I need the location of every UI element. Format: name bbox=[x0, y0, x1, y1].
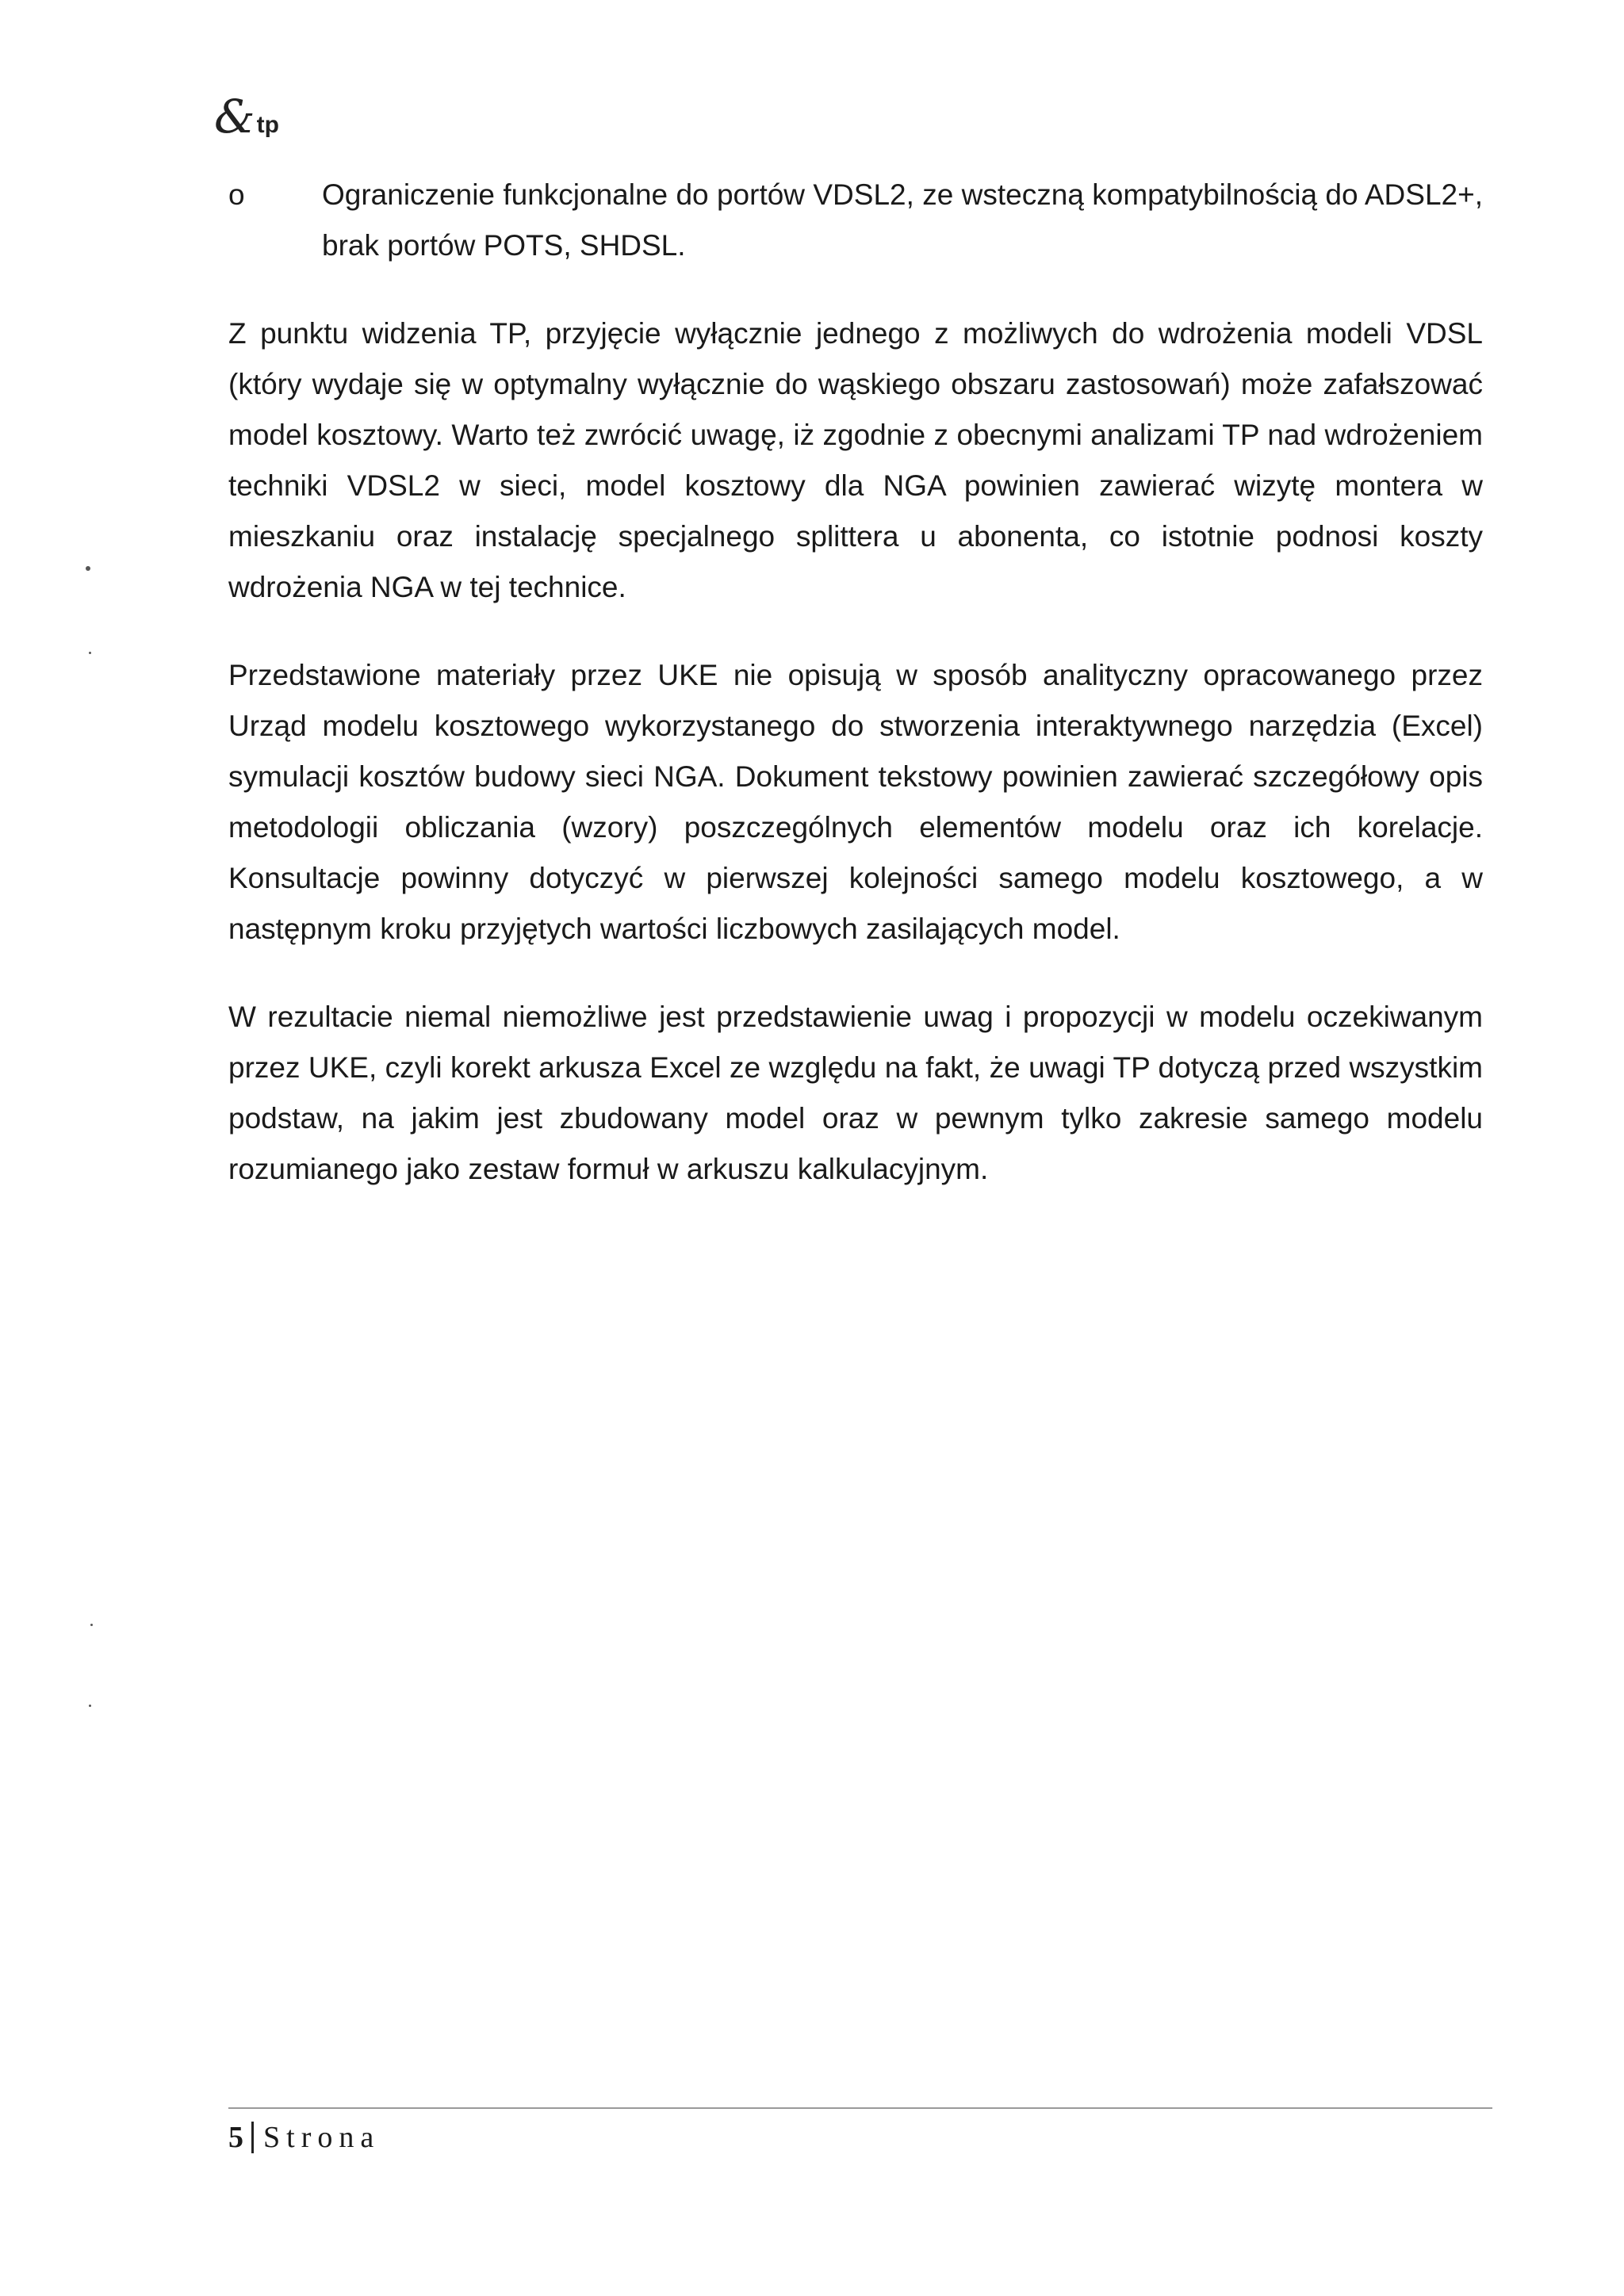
logo-text: tp bbox=[256, 112, 279, 138]
footer-separator bbox=[251, 2122, 254, 2153]
paragraph-3: W rezultacie niemal niemożliwe jest przedstawienie uwag i propozycji w modelu oczekiwanym przez UKE, czyli korekt arkusza Excel ze względu na fakt, że uwagi TP dotyczą przed wszystkim podstaw, na jakim jest zbudowany model oraz w pewnym tylko zakresie samego modelu rozumianego jako zestaw formuł w arkuszu kalkulacyjnym. bbox=[228, 1001, 1483, 1185]
scan-speck bbox=[89, 652, 91, 654]
bullet-item bbox=[228, 170, 1483, 271]
document-body bbox=[228, 170, 1483, 1232]
bullet-marker: o bbox=[228, 178, 245, 211]
footer-divider bbox=[228, 2107, 1492, 2109]
company-logo bbox=[214, 90, 279, 144]
logo-mark: & bbox=[214, 90, 255, 144]
scan-speck bbox=[90, 1624, 93, 1626]
page-label: Strona bbox=[263, 2121, 381, 2154]
paragraph-1: Z punktu widzenia TP, przyjęcie wyłącznie jednego z możliwych do wdrożenia modeli VDSL (który wydaje się w optymalny wyłącznie do wąskiego obszaru zastosowań) może zafałszować model kosztowy. Warto też zwrócić uwagę, iż zgodnie z obecnymi analizami TP nad wdrożeniem techniki VDSL2 w sieci, model kosztowy dla NGA powinien zawierać wizytę montera w mieszkaniu oraz instalację specjalnego splittera u abonenta, co istotnie podnosi koszty wdrożenia NGA w tej technice. bbox=[228, 317, 1483, 603]
scan-speck bbox=[89, 1705, 91, 1707]
bullet-text: Ograniczenie funkcjonalne do portów VDSL2, ze wsteczną kompatybilnością do ADSL2+, brak portów POTS, SHDSL. bbox=[322, 178, 1483, 262]
page-number: 5 bbox=[228, 2121, 243, 2154]
page-footer bbox=[228, 2120, 380, 2155]
paragraph-2: Przedstawione materiały przez UKE nie opisują w sposób analityczny opracowanego przez Urząd modelu kosztowego wykorzystanego do stworzenia interaktywnego narzędzia (Excel) symulacji kosztów budowy sieci NGA. Dokument tekstowy powinien zawierać szczegółowy opis metodologii obliczania (wzory) poszczególnych elementów modelu oraz ich korelacje. Konsultacje powinny dotyczyć w pierwszej kolejności samego modelu kosztowego, a w następnym kroku przyjętych wartości liczbowych zasilających model. bbox=[228, 659, 1483, 945]
scan-speck bbox=[86, 566, 90, 571]
